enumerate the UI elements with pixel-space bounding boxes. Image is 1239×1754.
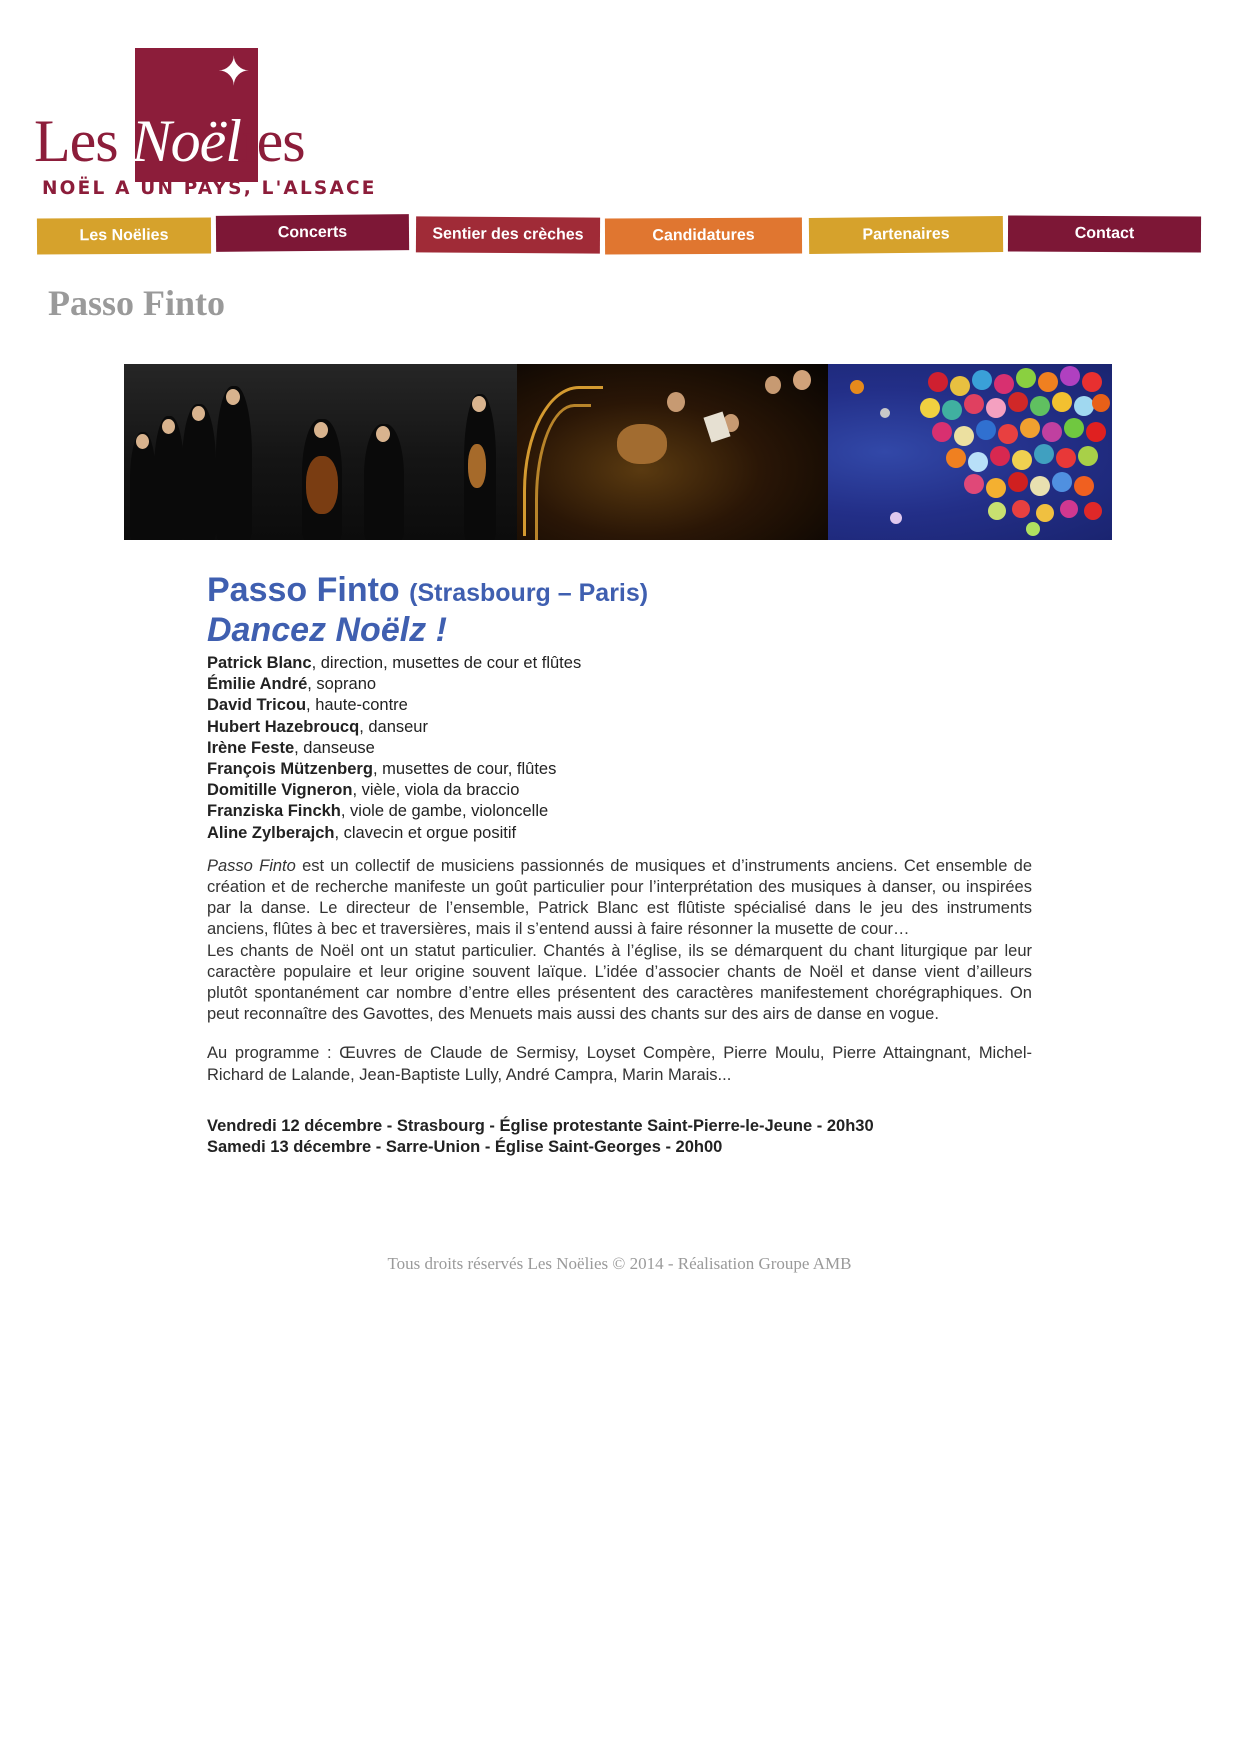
nav-candidatures[interactable]: Candidatures: [605, 217, 802, 254]
musician-role: , direction, musettes de cour et flûtes: [311, 654, 582, 672]
musician-role: , musettes de cour, flûtes: [372, 760, 557, 779]
nav-concerts[interactable]: Concerts: [216, 214, 409, 252]
musician-role: , soprano: [307, 675, 377, 694]
musician-name: Hubert Hazebroucq: [207, 717, 360, 736]
article-heading-city: (Strasbourg – Paris): [409, 579, 649, 607]
musician-name: David Tricou: [207, 696, 307, 715]
musician-item: [207, 738, 1032, 759]
musician-name: Irène Feste: [207, 738, 295, 757]
musician-role: , danseur: [359, 717, 428, 736]
musician-item: [207, 823, 1032, 844]
intro-ensemble-name: Passo Finto: [207, 856, 296, 875]
logo-wordmark: [34, 106, 334, 176]
banner-photo-beads: [828, 364, 1112, 540]
program-paragraph: Au programme : Œuvres de Claude de Sermisy, Loyset Compère, Pierre Moulu, Pierre Attaingnant, Michel-Richard de Lalande, Jean-Baptiste Lully, André Campra, Marin Marais...: [207, 1044, 1032, 1084]
musician-name: Aline Zylberajch: [207, 823, 335, 842]
musician-name: Franziska Finckh: [207, 802, 341, 821]
article-heading: [207, 570, 1032, 613]
logo-word-ies: ies: [240, 108, 305, 174]
musician-role: , clavecin et orgue positif: [334, 823, 517, 842]
logo-word-noel: Noël: [131, 108, 241, 174]
concert-date-line: Vendredi 12 décembre - Strasbourg - Église protestante Saint-Pierre-le-Jeune - 20h30: [207, 1116, 874, 1135]
nav-contact[interactable]: Contact: [1008, 215, 1201, 252]
article-subheading: Dancez Noëlz !: [207, 611, 447, 649]
musician-item: [207, 801, 1032, 822]
nav-partenaires[interactable]: Partenaires: [809, 216, 1003, 254]
musician-name: Patrick Blanc: [207, 654, 312, 672]
concert-dates: [207, 1116, 1032, 1158]
article-heading-name: Passo Finto: [207, 571, 400, 609]
musician-item: [207, 759, 1032, 780]
musician-name: Émilie André: [207, 675, 308, 694]
musician-item: [207, 717, 1032, 738]
logo-tagline: NOËL A UN PAYS, L'ALSACE: [42, 178, 377, 199]
site-logo[interactable]: [34, 44, 377, 206]
nav-les-noelies[interactable]: Les Noëlies: [37, 218, 211, 255]
musician-role: , viole de gambe, violoncelle: [340, 802, 549, 821]
intro-text: est un collectif de musiciens passionnés de musiques et d’instruments anciens. Cet ensemble de création et de recherche manifeste un goût particulier pour l’interprétation des musiques à danser, ou inspirées par la danse. Le directeur de l’ensemble, Patrick Blanc est flûtiste spécialisé dans le jeu des instruments anciens, flûtes à bec et traversières, mais il s’entend aussi à faire résonner la musette de cour…: [207, 856, 1032, 939]
concert-date-line: Samedi 13 décembre - Sarre-Union - Église Saint-Georges - 20h00: [207, 1138, 723, 1157]
star-icon: ✦: [217, 49, 251, 95]
footer-copyright: Tous droits réservés Les Noëlies © 2014 - Réalisation Groupe AMB: [387, 1254, 852, 1273]
musician-name: François Mützenberg: [207, 760, 373, 779]
musician-role: , haute-contre: [306, 696, 408, 715]
musician-item: [207, 653, 1032, 674]
banner-photo-ensemble: [124, 364, 517, 540]
musician-role: , danseuse: [294, 738, 375, 757]
musician-list: [207, 653, 1032, 844]
musician-item: [207, 780, 1032, 801]
musician-item: [207, 674, 1032, 695]
nav-sentier-des-creches[interactable]: Sentier des crèches: [416, 216, 600, 253]
banner-image: [124, 364, 1112, 540]
musician-name: Domitille Vigneron: [207, 781, 353, 800]
logo-word-les: Les: [34, 108, 132, 174]
noel-paragraph: Les chants de Noël ont un statut particulier. Chantés à l’église, ils se démarquent du chant liturgique par leur caractère populaire et leur origine souvent laïque. L’idée d’associer chants de Noël et danse vient d’ailleurs plutôt spontanément car nombre d’entre elles présentent des caractères manifestement chorégraphiques. On peut reconnaître des Gavottes, des Menuets mais aussi des chants sur des airs de danse en vogue.: [207, 941, 1032, 1024]
page-title: Passo Finto: [48, 283, 226, 323]
musician-role: , vièle, viola da braccio: [352, 781, 520, 800]
musician-item: [207, 695, 1032, 716]
concert-article: [207, 570, 1032, 1158]
intro-paragraph: [207, 856, 1032, 941]
banner-photo-harp: [517, 364, 828, 540]
